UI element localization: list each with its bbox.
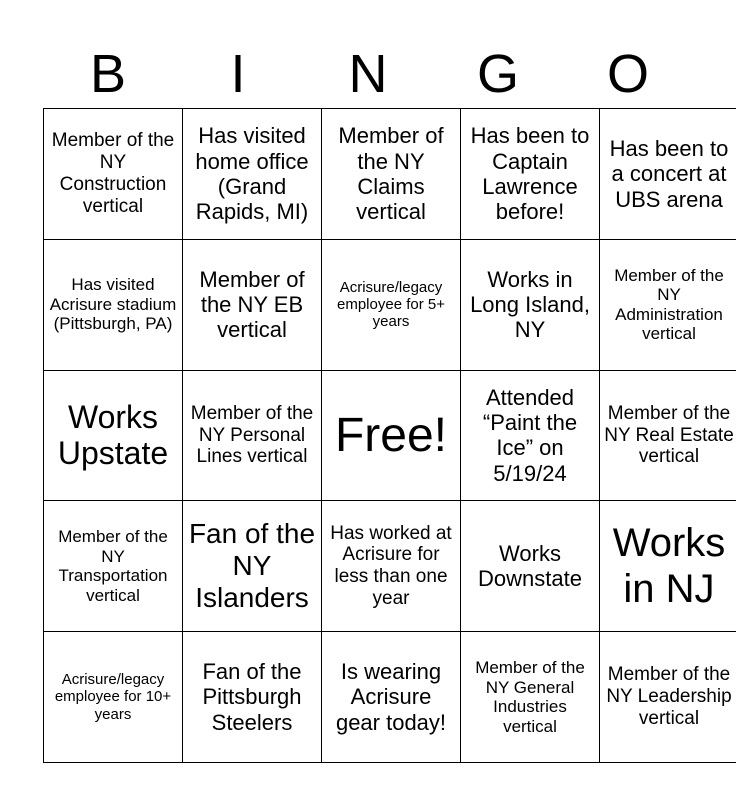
bingo-cell[interactable]: Has visited Acrisure stadium (Pittsburgh, PA) [44,239,183,370]
free-space-cell[interactable]: Free! [322,370,461,501]
bingo-cell[interactable]: Is wearing Acrisure gear today! [322,632,461,763]
header-letter-o: O [606,44,649,104]
bingo-cell[interactable]: Has been to a concert at UBS arena [600,109,736,240]
header-letter-b: B [89,44,127,104]
board-row [44,632,736,763]
bingo-cell[interactable]: Fan of the Pittsburgh Steelers [183,632,322,763]
board-row [44,501,736,632]
bingo-cell[interactable]: Member of the NY EB vertical [183,239,322,370]
board-row [44,109,736,240]
bingo-cell[interactable]: Works Upstate [44,370,183,501]
board-row [44,239,736,370]
bingo-cell[interactable]: Fan of the NY Islanders [183,501,322,632]
bingo-cell[interactable]: Member of the NY General Industries vertical [461,632,600,763]
bingo-cell[interactable]: Member of the NY Personal Lines vertical [183,370,322,501]
bingo-cell[interactable]: Member of the NY Transportation vertical [44,501,183,632]
header-letter-n: N [348,44,388,104]
header-letter-i: I [230,44,246,104]
bingo-cell[interactable]: Has visited home office (Grand Rapids, MI) [183,109,322,240]
bingo-cell[interactable]: Has worked at Acrisure for less than one year [322,501,461,632]
bingo-cell[interactable]: Acrisure/legacy employee for 5+ years [322,239,461,370]
bingo-cell[interactable]: Member of the NY Leadership vertical [600,632,736,763]
header-letter-g: G [476,44,519,104]
bingo-header [43,40,693,108]
bingo-cell[interactable]: Works in NJ [600,501,736,632]
bingo-cell[interactable]: Member of the NY Real Estate vertical [600,370,736,501]
board-row [44,370,736,501]
bingo-cell[interactable]: Works in Long Island, NY [461,239,600,370]
bingo-board [43,108,736,763]
bingo-cell[interactable]: Has been to Captain Lawrence before! [461,109,600,240]
bingo-cell[interactable]: Member of the NY Claims vertical [322,109,461,240]
bingo-cell[interactable]: Acrisure/legacy employee for 10+ years [44,632,183,763]
bingo-cell[interactable]: Works Downstate [461,501,600,632]
bingo-cell[interactable]: Member of the NY Administration vertical [600,239,736,370]
bingo-cell[interactable]: Member of the NY Construction vertical [44,109,183,240]
bingo-cell[interactable]: Attended “Paint the Ice” on 5/19/24 [461,370,600,501]
